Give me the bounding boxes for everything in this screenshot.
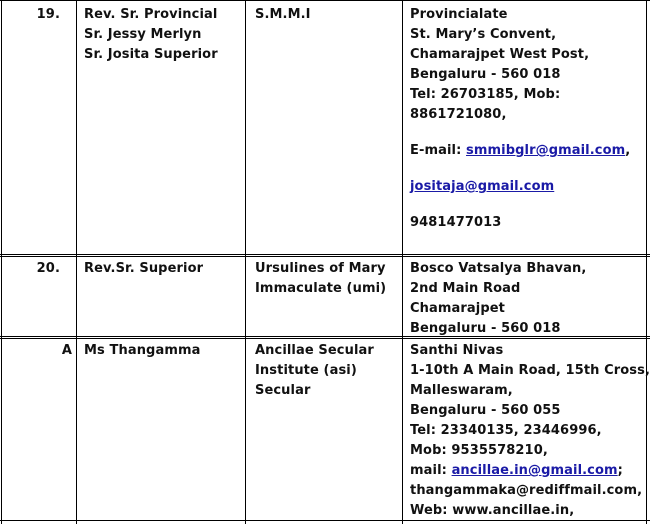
organization-line: Immaculate (umi) (255, 281, 387, 296)
email-label: mail: (410, 463, 452, 478)
person-line: Sr. Jessy Merlyn (84, 27, 202, 42)
email-link[interactable]: smmibglr@gmail.com (466, 143, 626, 158)
address-line: Bengaluru - 560 055 (410, 403, 561, 418)
address-line: Tel: 26703185, Mob: (410, 87, 561, 102)
address-line: Web: www.ancillae.in, (410, 503, 575, 518)
email-label: E-mail: (410, 143, 467, 158)
email-suffix: ; (617, 463, 623, 478)
organization-cell (255, 5, 311, 25)
row-number: 19. (36, 7, 60, 22)
address-line: St. Mary’s Convent, (410, 27, 557, 42)
address-cell (410, 5, 630, 233)
person-cell (84, 259, 203, 279)
address-line: Tel: 23340135, 23446996, (410, 423, 602, 438)
address-line: Provincialate (410, 7, 508, 22)
email-line (410, 177, 630, 197)
person-line: Ms Thangamma (84, 343, 201, 358)
person-line: Sr. Josita Superior (84, 47, 218, 62)
person-line: Rev. Sr. Provincial (84, 7, 218, 22)
column-divider (402, 0, 403, 524)
column-divider (245, 0, 246, 524)
row-number: A (61, 343, 72, 358)
address-line: Chamarajpet (410, 301, 505, 316)
table-border-top (0, 0, 650, 1)
organization-cell (255, 259, 386, 299)
organization-line: S.M.M.I (255, 7, 311, 22)
address-line: thangammaka@rediffmail.com, (410, 483, 643, 498)
email-line (410, 141, 630, 161)
column-divider (76, 0, 77, 524)
person-cell (84, 341, 201, 361)
address-line: Malleswaram, (410, 383, 513, 398)
address-line: Mob: 9535578210, (410, 443, 548, 458)
organization-line: Ursulines of Mary (255, 261, 386, 276)
email-link[interactable]: ancillae.in@gmail.com (451, 463, 618, 478)
row-number: 20. (36, 261, 60, 276)
person-line: Rev.Sr. Superior (84, 261, 204, 276)
email-line (410, 461, 650, 481)
email-suffix: , (625, 143, 631, 158)
address-line: Bosco Vatsalya Bhavan, (410, 261, 587, 276)
organization-line: Institute (asi) (255, 363, 357, 378)
organization-cell (255, 341, 374, 401)
address-line: 2nd Main Road (410, 281, 521, 296)
address-cell (410, 341, 650, 521)
address-line: 1-10th A Main Road, 15th Cross, (410, 363, 650, 378)
organization-line: Ancillae Secular (255, 343, 374, 358)
address-cell (410, 259, 586, 339)
address-line: Bengaluru - 560 018 (410, 67, 561, 82)
address-line: Chamarajpet West Post, (410, 47, 590, 62)
mobile-number: 9481477013 (410, 215, 502, 230)
email-link[interactable]: jositaja@gmail.com (410, 179, 555, 194)
address-line: Santhi Nivas (410, 343, 504, 358)
row-divider (0, 254, 650, 255)
address-line: 8861721080, (410, 107, 507, 122)
row-divider (0, 256, 650, 257)
person-cell (84, 5, 218, 65)
address-line: Bengaluru - 560 018 (410, 321, 561, 336)
organization-line: Secular (255, 383, 311, 398)
